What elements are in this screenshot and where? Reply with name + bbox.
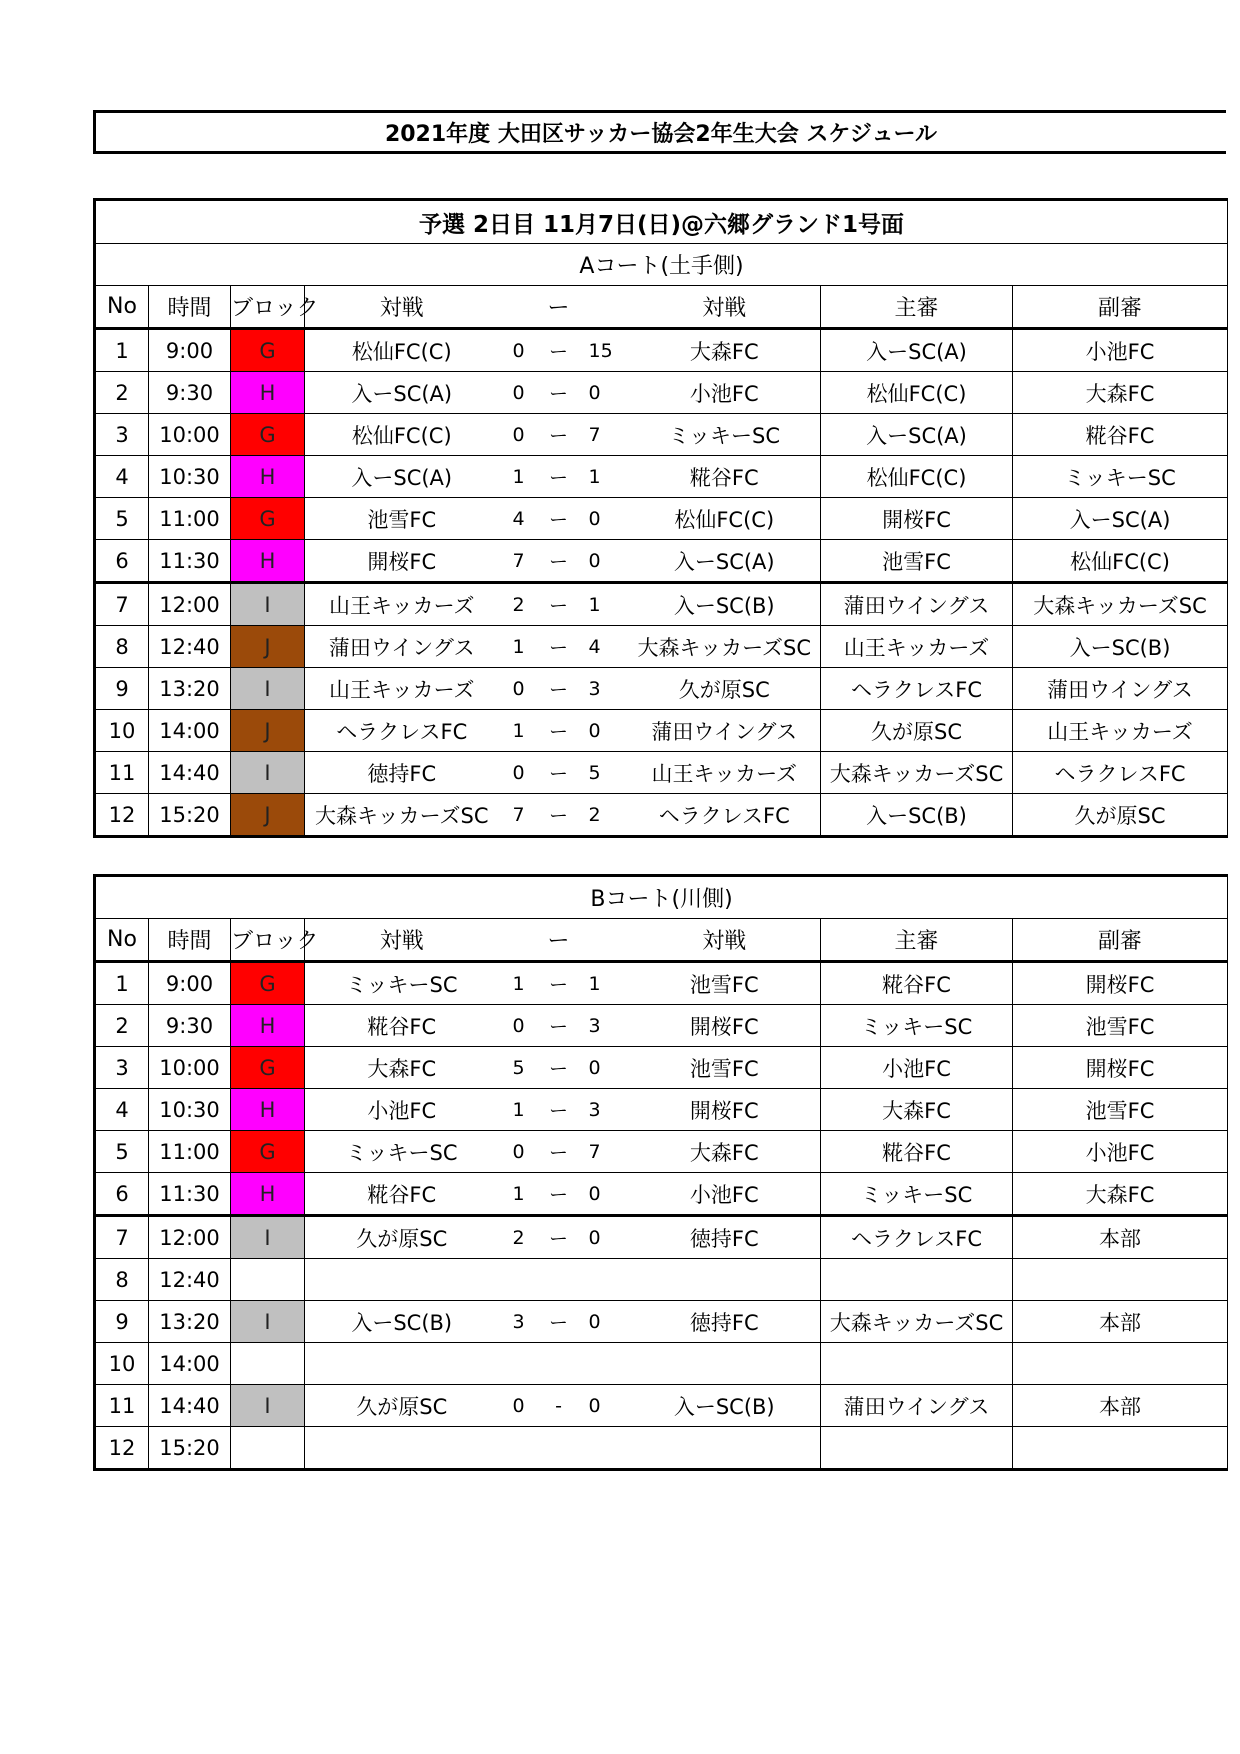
score-dash: ー — [539, 1173, 579, 1216]
match-time: 11:30 — [149, 1173, 231, 1216]
team2-name: 小池FC — [629, 1173, 821, 1216]
court-a-header: Aコート(土手側) — [95, 244, 1228, 286]
block-badge: I — [231, 668, 305, 710]
team1-score: 0 — [499, 414, 539, 456]
team2-score: 4 — [579, 626, 629, 668]
assistant-referee-team: 小池FC — [1013, 1131, 1228, 1173]
match-row — [95, 1343, 1228, 1385]
team2-score: 0 — [579, 540, 629, 583]
assistant-referee-team: 久が原SC — [1013, 794, 1228, 837]
match-time: 11:00 — [149, 498, 231, 540]
team2-score: 0 — [579, 1047, 629, 1089]
match-time: 9:00 — [149, 962, 231, 1005]
team2-name: 開桜FC — [629, 1089, 821, 1131]
team1-score: 2 — [499, 583, 539, 626]
match-number: 11 — [95, 752, 149, 794]
assistant-referee-team: 池雪FC — [1013, 1089, 1228, 1131]
match-row — [95, 329, 1228, 372]
header-team1: 対戦 — [305, 919, 499, 962]
score-dash: ー — [539, 710, 579, 752]
referee-team — [821, 1343, 1013, 1385]
block-badge: H — [231, 372, 305, 414]
referee-team: 久が原SC — [821, 710, 1013, 752]
block-badge: J — [231, 626, 305, 668]
block-badge — [231, 1343, 305, 1385]
referee-team: 松仙FC(C) — [821, 372, 1013, 414]
assistant-referee-team: 大森FC — [1013, 372, 1228, 414]
match-number: 1 — [95, 962, 149, 1005]
team2-score: 0 — [579, 372, 629, 414]
referee-team: 入ーSC(A) — [821, 329, 1013, 372]
score-dash: ー — [539, 414, 579, 456]
match-number: 10 — [95, 710, 149, 752]
match-time: 12:00 — [149, 583, 231, 626]
match-row — [95, 372, 1228, 414]
match-number: 3 — [95, 414, 149, 456]
team1-score: 1 — [499, 962, 539, 1005]
score-dash: ー — [539, 372, 579, 414]
header-referee: 主審 — [821, 919, 1013, 962]
column-header-row — [95, 286, 1228, 329]
match-row — [95, 1385, 1228, 1427]
team2-name: 山王キッカーズ — [629, 752, 821, 794]
team2-name: 開桜FC — [629, 1005, 821, 1047]
team2-score: 1 — [579, 583, 629, 626]
score-dash — [539, 1343, 579, 1385]
assistant-referee-team: 大森FC — [1013, 1173, 1228, 1216]
match-row — [95, 540, 1228, 583]
team1-score: 1 — [499, 1089, 539, 1131]
team1-name: 入ーSC(B) — [305, 1301, 499, 1343]
team2-score: 15 — [579, 329, 629, 372]
team2-name: 小池FC — [629, 372, 821, 414]
assistant-referee-team: 池雪FC — [1013, 1005, 1228, 1047]
match-time: 9:30 — [149, 1005, 231, 1047]
match-time: 14:40 — [149, 752, 231, 794]
team2-name: 入ーSC(B) — [629, 1385, 821, 1427]
assistant-referee-team: 本部 — [1013, 1216, 1228, 1259]
team1-name — [305, 1259, 499, 1301]
match-row — [95, 962, 1228, 1005]
match-time: 9:30 — [149, 372, 231, 414]
match-number: 7 — [95, 1216, 149, 1259]
match-row — [95, 1216, 1228, 1259]
match-number: 2 — [95, 1005, 149, 1047]
court-b-schedule-table — [93, 874, 1228, 1471]
match-number: 9 — [95, 1301, 149, 1343]
team1-name: 大森FC — [305, 1047, 499, 1089]
team1-name: 山王キッカーズ — [305, 583, 499, 626]
match-row — [95, 1301, 1228, 1343]
team2-score: 3 — [579, 1005, 629, 1047]
team1-score: 0 — [499, 1005, 539, 1047]
team1-name: 山王キッカーズ — [305, 668, 499, 710]
team1-name — [305, 1427, 499, 1470]
match-time: 10:30 — [149, 1089, 231, 1131]
block-badge — [231, 1259, 305, 1301]
team1-name: 大森キッカーズSC — [305, 794, 499, 837]
referee-team: 入ーSC(A) — [821, 414, 1013, 456]
block-badge — [231, 1427, 305, 1470]
referee-team: 池雪FC — [821, 540, 1013, 583]
page-title: 2021年度 大田区サッカー協会2年生大会 スケジュール — [93, 110, 1226, 154]
court-a-schedule-table — [93, 198, 1228, 838]
match-row — [95, 583, 1228, 626]
score-dash: ー — [539, 752, 579, 794]
team2-score: 0 — [579, 498, 629, 540]
assistant-referee-team: 糀谷FC — [1013, 414, 1228, 456]
match-number: 11 — [95, 1385, 149, 1427]
team1-score — [499, 1343, 539, 1385]
assistant-referee-team: 入ーSC(B) — [1013, 626, 1228, 668]
team1-name: 久が原SC — [305, 1385, 499, 1427]
team1-score: 0 — [499, 329, 539, 372]
team1-name: 小池FC — [305, 1089, 499, 1131]
team1-score: 7 — [499, 794, 539, 837]
score-dash: ー — [539, 540, 579, 583]
team2-score: 7 — [579, 414, 629, 456]
team1-name: 池雪FC — [305, 498, 499, 540]
team2-name: 蒲田ウイングス — [629, 710, 821, 752]
match-row — [95, 456, 1228, 498]
referee-team: 蒲田ウイングス — [821, 1385, 1013, 1427]
block-badge: G — [231, 414, 305, 456]
team2-name: 徳持FC — [629, 1216, 821, 1259]
team2-name: 大森FC — [629, 1131, 821, 1173]
match-time: 14:00 — [149, 1343, 231, 1385]
team1-score: 2 — [499, 1216, 539, 1259]
assistant-referee-team: ヘラクレスFC — [1013, 752, 1228, 794]
match-number: 5 — [95, 1131, 149, 1173]
team2-score: 1 — [579, 962, 629, 1005]
block-badge: H — [231, 540, 305, 583]
block-badge: G — [231, 329, 305, 372]
team2-score: 5 — [579, 752, 629, 794]
match-number: 8 — [95, 626, 149, 668]
team2-score: 0 — [579, 1385, 629, 1427]
team2-name: 池雪FC — [629, 1047, 821, 1089]
score-dash: ー — [539, 1216, 579, 1259]
team1-name: 久が原SC — [305, 1216, 499, 1259]
block-badge: I — [231, 1301, 305, 1343]
block-badge: H — [231, 1089, 305, 1131]
team2-name: 池雪FC — [629, 962, 821, 1005]
score-dash: ー — [539, 1089, 579, 1131]
team1-score: 1 — [499, 626, 539, 668]
column-header-row — [95, 919, 1228, 962]
team1-name: 松仙FC(C) — [305, 414, 499, 456]
day-header: 予選 2日目 11月7日(日)@六郷グランド1号面 — [95, 200, 1228, 244]
score-dash — [539, 1259, 579, 1301]
match-row — [95, 710, 1228, 752]
team2-name — [629, 1343, 821, 1385]
assistant-referee-team: 松仙FC(C) — [1013, 540, 1228, 583]
team1-name: ミッキーSC — [305, 1131, 499, 1173]
match-row — [95, 1047, 1228, 1089]
match-time: 11:30 — [149, 540, 231, 583]
team1-score: 0 — [499, 668, 539, 710]
header-no: No — [95, 919, 149, 962]
referee-team — [821, 1259, 1013, 1301]
block-badge: G — [231, 1131, 305, 1173]
team1-score — [499, 1259, 539, 1301]
team2-name — [629, 1427, 821, 1470]
team1-name — [305, 1343, 499, 1385]
team2-score: 0 — [579, 1173, 629, 1216]
referee-team: 小池FC — [821, 1047, 1013, 1089]
team1-name: ミッキーSC — [305, 962, 499, 1005]
match-row — [95, 752, 1228, 794]
team1-score: 0 — [499, 1131, 539, 1173]
match-row — [95, 1089, 1228, 1131]
block-badge: J — [231, 710, 305, 752]
team2-name: 入ーSC(B) — [629, 583, 821, 626]
score-dash — [539, 1427, 579, 1470]
match-row — [95, 794, 1228, 837]
team2-score: 0 — [579, 1216, 629, 1259]
score-dash: ー — [539, 1005, 579, 1047]
match-time: 11:00 — [149, 1131, 231, 1173]
assistant-referee-team: ミッキーSC — [1013, 456, 1228, 498]
match-number: 2 — [95, 372, 149, 414]
team1-name: 徳持FC — [305, 752, 499, 794]
team2-name: ヘラクレスFC — [629, 794, 821, 837]
match-time: 13:20 — [149, 668, 231, 710]
assistant-referee-team: 本部 — [1013, 1385, 1228, 1427]
referee-team: 松仙FC(C) — [821, 456, 1013, 498]
team2-name: 松仙FC(C) — [629, 498, 821, 540]
match-row — [95, 1259, 1228, 1301]
assistant-referee-team — [1013, 1259, 1228, 1301]
team1-score: 0 — [499, 372, 539, 414]
block-badge: H — [231, 1173, 305, 1216]
score-dash: ー — [539, 1301, 579, 1343]
team1-score: 0 — [499, 1385, 539, 1427]
match-number: 9 — [95, 668, 149, 710]
match-row — [95, 498, 1228, 540]
referee-team: 大森キッカーズSC — [821, 1301, 1013, 1343]
score-dash: ー — [539, 583, 579, 626]
block-badge: I — [231, 752, 305, 794]
team2-score: 7 — [579, 1131, 629, 1173]
match-number: 4 — [95, 1089, 149, 1131]
match-row — [95, 626, 1228, 668]
score-dash: ー — [539, 626, 579, 668]
team1-name: 糀谷FC — [305, 1005, 499, 1047]
score-dash: ー — [539, 962, 579, 1005]
referee-team: 大森FC — [821, 1089, 1013, 1131]
header-time: 時間 — [149, 286, 231, 329]
team1-score — [499, 1427, 539, 1470]
assistant-referee-team: 蒲田ウイングス — [1013, 668, 1228, 710]
match-time: 12:40 — [149, 626, 231, 668]
block-badge: G — [231, 962, 305, 1005]
header-assistant: 副審 — [1013, 286, 1228, 329]
match-number: 12 — [95, 1427, 149, 1470]
score-dash: ー — [539, 456, 579, 498]
team1-score: 4 — [499, 498, 539, 540]
referee-team: 開桜FC — [821, 498, 1013, 540]
team2-name: 入ーSC(A) — [629, 540, 821, 583]
block-badge: I — [231, 583, 305, 626]
assistant-referee-team: 開桜FC — [1013, 962, 1228, 1005]
assistant-referee-team: 小池FC — [1013, 329, 1228, 372]
block-badge: J — [231, 794, 305, 837]
match-time: 13:20 — [149, 1301, 231, 1343]
match-row — [95, 414, 1228, 456]
team2-score: 0 — [579, 710, 629, 752]
score-dash: ー — [539, 329, 579, 372]
header-dash: ー — [539, 919, 579, 962]
team1-name: ヘラクレスFC — [305, 710, 499, 752]
header-block: ブロック — [231, 286, 305, 329]
match-time: 9:00 — [149, 329, 231, 372]
match-number: 7 — [95, 583, 149, 626]
match-time: 10:00 — [149, 414, 231, 456]
match-number: 5 — [95, 498, 149, 540]
header-team1: 対戦 — [305, 286, 499, 329]
match-number: 8 — [95, 1259, 149, 1301]
team2-score — [579, 1427, 629, 1470]
match-number: 6 — [95, 1173, 149, 1216]
court-b-header: Bコート(川側) — [95, 876, 1228, 919]
assistant-referee-team: 山王キッカーズ — [1013, 710, 1228, 752]
match-number: 10 — [95, 1343, 149, 1385]
match-number: 6 — [95, 540, 149, 583]
team2-name: 徳持FC — [629, 1301, 821, 1343]
header-block: ブロック — [231, 919, 305, 962]
team1-name: 入ーSC(A) — [305, 372, 499, 414]
header-dash: ー — [539, 286, 579, 329]
header-time: 時間 — [149, 919, 231, 962]
assistant-referee-team: 本部 — [1013, 1301, 1228, 1343]
match-number: 1 — [95, 329, 149, 372]
score-dash: ー — [539, 794, 579, 837]
header-team2: 対戦 — [629, 919, 821, 962]
referee-team: ミッキーSC — [821, 1173, 1013, 1216]
match-row — [95, 1427, 1228, 1470]
referee-team: ミッキーSC — [821, 1005, 1013, 1047]
block-badge: I — [231, 1216, 305, 1259]
team2-score: 3 — [579, 1089, 629, 1131]
match-row — [95, 1005, 1228, 1047]
team1-name: 松仙FC(C) — [305, 329, 499, 372]
team2-name: 大森キッカーズSC — [629, 626, 821, 668]
team2-name — [629, 1259, 821, 1301]
referee-team: 山王キッカーズ — [821, 626, 1013, 668]
match-row — [95, 1131, 1228, 1173]
team1-score: 1 — [499, 710, 539, 752]
assistant-referee-team: 入ーSC(A) — [1013, 498, 1228, 540]
team2-score — [579, 1259, 629, 1301]
match-time: 10:00 — [149, 1047, 231, 1089]
block-badge: H — [231, 456, 305, 498]
header-team2: 対戦 — [629, 286, 821, 329]
referee-team: ヘラクレスFC — [821, 668, 1013, 710]
referee-team: 入ーSC(B) — [821, 794, 1013, 837]
match-time: 14:00 — [149, 710, 231, 752]
match-time: 15:20 — [149, 794, 231, 837]
match-time: 12:00 — [149, 1216, 231, 1259]
assistant-referee-team — [1013, 1427, 1228, 1470]
header-no: No — [95, 286, 149, 329]
referee-team: ヘラクレスFC — [821, 1216, 1013, 1259]
referee-team: 糀谷FC — [821, 962, 1013, 1005]
referee-team: 糀谷FC — [821, 1131, 1013, 1173]
score-dash: ー — [539, 1047, 579, 1089]
match-number: 12 — [95, 794, 149, 837]
team2-name: 久が原SC — [629, 668, 821, 710]
match-time: 15:20 — [149, 1427, 231, 1470]
team2-score: 3 — [579, 668, 629, 710]
assistant-referee-team: 大森キッカーズSC — [1013, 583, 1228, 626]
block-badge: I — [231, 1385, 305, 1427]
team2-score — [579, 1343, 629, 1385]
match-number: 4 — [95, 456, 149, 498]
score-dash: - — [539, 1385, 579, 1427]
match-time: 10:30 — [149, 456, 231, 498]
team1-score: 5 — [499, 1047, 539, 1089]
score-dash: ー — [539, 668, 579, 710]
team1-name: 糀谷FC — [305, 1173, 499, 1216]
referee-team — [821, 1427, 1013, 1470]
team2-score: 1 — [579, 456, 629, 498]
block-badge: G — [231, 1047, 305, 1089]
team2-score: 2 — [579, 794, 629, 837]
match-number: 3 — [95, 1047, 149, 1089]
team1-score: 7 — [499, 540, 539, 583]
team1-name: 開桜FC — [305, 540, 499, 583]
team1-name: 蒲田ウイングス — [305, 626, 499, 668]
header-referee: 主審 — [821, 286, 1013, 329]
team2-name: 糀谷FC — [629, 456, 821, 498]
block-badge: G — [231, 498, 305, 540]
match-time: 14:40 — [149, 1385, 231, 1427]
assistant-referee-team — [1013, 1343, 1228, 1385]
team1-score: 1 — [499, 1173, 539, 1216]
score-dash: ー — [539, 1131, 579, 1173]
team1-score: 1 — [499, 456, 539, 498]
header-assistant: 副審 — [1013, 919, 1228, 962]
team2-score: 0 — [579, 1301, 629, 1343]
block-badge: H — [231, 1005, 305, 1047]
team1-name: 入ーSC(A) — [305, 456, 499, 498]
assistant-referee-team: 開桜FC — [1013, 1047, 1228, 1089]
score-dash: ー — [539, 498, 579, 540]
team2-name: ミッキーSC — [629, 414, 821, 456]
team1-score: 0 — [499, 752, 539, 794]
match-row — [95, 668, 1228, 710]
team1-score: 3 — [499, 1301, 539, 1343]
match-time: 12:40 — [149, 1259, 231, 1301]
match-row — [95, 1173, 1228, 1216]
referee-team: 大森キッカーズSC — [821, 752, 1013, 794]
team2-name: 大森FC — [629, 329, 821, 372]
referee-team: 蒲田ウイングス — [821, 583, 1013, 626]
